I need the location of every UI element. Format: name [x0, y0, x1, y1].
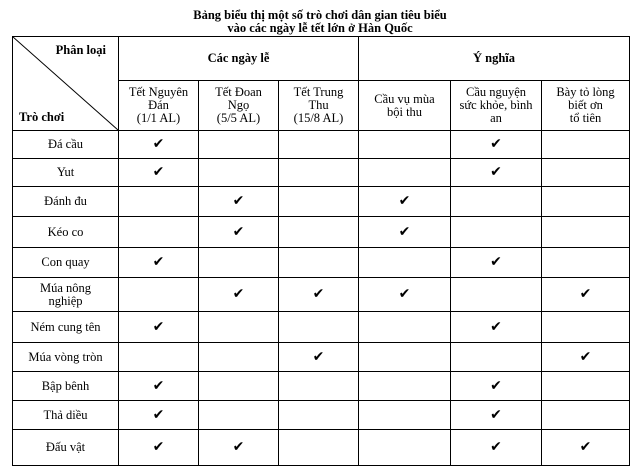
checkmark-icon: ✔	[490, 254, 502, 270]
empty-cell	[199, 159, 279, 187]
empty-cell	[359, 343, 451, 372]
column-header-line: Cầu vụ mùa	[374, 91, 435, 106]
checkmark-icon: ✔	[152, 318, 165, 335]
checked-cell	[451, 430, 542, 466]
empty-cell	[542, 187, 630, 217]
corner-label-category: Phân loại	[55, 43, 106, 57]
game-name-line: Kéo co	[47, 224, 84, 239]
empty-cell	[279, 430, 359, 466]
column-header-line: Bày tỏ lòng	[556, 85, 615, 99]
empty-cell	[451, 217, 542, 248]
checkmark-icon: ✔	[490, 377, 502, 394]
empty-cell	[542, 131, 630, 159]
game-name-cell	[13, 372, 119, 401]
column-header-line: Tết Trung	[293, 85, 344, 99]
checkmark-icon: ✔	[398, 223, 411, 240]
game-name-line: Đánh đu	[44, 194, 87, 208]
corner-header-cell	[13, 37, 119, 131]
empty-cell	[359, 401, 451, 430]
empty-cell	[279, 187, 359, 217]
column-header-line: Ngọ	[227, 98, 250, 112]
checked-cell	[359, 187, 451, 217]
checkmark-icon: ✔	[152, 439, 165, 455]
checked-cell	[451, 372, 542, 401]
empty-cell	[359, 312, 451, 343]
empty-cell	[199, 401, 279, 430]
empty-cell	[199, 372, 279, 401]
game-name-cell	[13, 187, 119, 217]
checked-cell	[451, 159, 542, 187]
table-row	[13, 187, 630, 217]
corner-label-game: Trò chơi	[19, 110, 65, 124]
table-title-line-2: vào các ngày lễ tết lớn ở Hàn Quốc	[227, 21, 413, 35]
checkmark-icon: ✔	[232, 286, 245, 302]
column-header-line: (15/8 AL)	[293, 111, 344, 125]
checkmark-icon: ✔	[579, 286, 592, 302]
checked-cell	[199, 187, 279, 217]
game-name-cell	[13, 159, 119, 187]
game-name-line: Con quay	[41, 255, 90, 269]
checkmark-icon: ✔	[490, 318, 502, 335]
checked-cell	[542, 343, 630, 372]
checked-cell	[279, 343, 359, 372]
group-header-meaning: Ý nghĩa	[359, 37, 630, 81]
empty-cell	[279, 372, 359, 401]
game-name-cell	[13, 401, 119, 430]
game-name-line: Múa nông	[39, 280, 92, 295]
checked-cell	[279, 278, 359, 312]
checkmark-icon: ✔	[490, 439, 502, 455]
checkmark-icon: ✔	[232, 223, 245, 240]
checkmark-icon: ✔	[152, 406, 165, 423]
empty-cell	[199, 343, 279, 372]
checked-cell	[119, 401, 199, 430]
column-header-line: (1/1 AL)	[136, 111, 181, 125]
game-name-cell	[13, 248, 119, 278]
table-row	[13, 343, 630, 372]
empty-cell	[359, 248, 451, 278]
empty-cell	[279, 217, 359, 248]
checked-cell	[119, 430, 199, 466]
checkmark-icon: ✔	[152, 254, 165, 270]
empty-cell	[279, 131, 359, 159]
column-header-line: biết ơn	[568, 98, 603, 112]
game-name-cell	[13, 217, 119, 248]
column-header-line: bội thu	[386, 104, 423, 119]
game-name-cell	[13, 312, 119, 343]
column-header-0	[119, 81, 199, 131]
empty-cell	[542, 312, 630, 343]
column-header-line: Đán	[148, 98, 169, 112]
checked-cell	[542, 430, 630, 466]
empty-cell	[451, 343, 542, 372]
empty-cell	[359, 430, 451, 466]
table-row	[13, 248, 630, 278]
empty-cell	[451, 187, 542, 217]
checked-cell	[119, 248, 199, 278]
checkmark-icon: ✔	[152, 136, 165, 152]
column-header-line: Tết Đoan	[215, 85, 262, 99]
checked-cell	[451, 312, 542, 343]
checked-cell	[119, 159, 199, 187]
checked-cell	[119, 312, 199, 343]
table-row	[13, 131, 630, 159]
table-row	[13, 401, 630, 430]
game-name-line: Đấu vật	[45, 440, 86, 454]
column-header-3	[359, 81, 451, 131]
table-row	[13, 278, 630, 312]
column-header-2	[279, 81, 359, 131]
column-header-line: tổ tiên	[569, 111, 602, 125]
checkmark-icon: ✔	[312, 348, 325, 365]
table-row	[13, 312, 630, 343]
empty-cell	[542, 401, 630, 430]
checked-cell	[119, 372, 199, 401]
game-name-line: nghiệp	[48, 293, 83, 308]
game-name-cell	[13, 430, 119, 466]
column-header-line: Thu	[308, 98, 329, 112]
checkmark-icon: ✔	[152, 377, 165, 394]
column-header-4	[451, 81, 542, 131]
game-name-cell	[13, 278, 119, 312]
checkmark-icon: ✔	[490, 164, 502, 180]
empty-cell	[542, 159, 630, 187]
checkmark-icon: ✔	[232, 193, 245, 209]
checked-cell	[199, 430, 279, 466]
group-header-holidays: Các ngày lễ	[119, 37, 359, 81]
game-name-line: Đá cầu	[47, 137, 84, 151]
table-title-line-1: Bảng biểu thị một số trò chơi dân gian tiêu biểu	[193, 8, 447, 22]
game-name-line: Múa vòng tròn	[28, 349, 103, 364]
game-name-cell	[13, 131, 119, 159]
column-header-line: (5/5 AL)	[216, 111, 261, 125]
checked-cell	[451, 401, 542, 430]
column-header-line: an	[490, 111, 502, 125]
column-header-line: sức khỏe, bình	[459, 98, 533, 112]
empty-cell	[279, 312, 359, 343]
checkmark-icon: ✔	[398, 193, 411, 209]
checkmark-icon: ✔	[232, 439, 245, 455]
empty-cell	[359, 159, 451, 187]
game-name-line: Ném cung tên	[30, 319, 101, 334]
column-header-line: Cầu nguyện	[465, 85, 527, 99]
checked-cell	[359, 217, 451, 248]
checked-cell	[542, 278, 630, 312]
checked-cell	[119, 131, 199, 159]
checkmark-icon: ✔	[579, 348, 592, 365]
game-name-line: Bập bênh	[41, 378, 90, 393]
game-name-line: Thả diều	[43, 407, 88, 422]
column-header-1	[199, 81, 279, 131]
checked-cell	[199, 278, 279, 312]
empty-cell	[199, 248, 279, 278]
empty-cell	[542, 217, 630, 248]
checkmark-icon: ✔	[490, 136, 502, 152]
empty-cell	[359, 131, 451, 159]
checkmark-icon: ✔	[490, 406, 502, 423]
empty-cell	[279, 248, 359, 278]
table-row	[13, 430, 630, 466]
empty-cell	[359, 372, 451, 401]
column-header-5	[542, 81, 630, 131]
table-row	[13, 372, 630, 401]
empty-cell	[542, 248, 630, 278]
empty-cell	[279, 401, 359, 430]
checkmark-icon: ✔	[579, 439, 592, 455]
column-header-line: Tết Nguyên	[128, 85, 189, 99]
empty-cell	[119, 343, 199, 372]
empty-cell	[119, 278, 199, 312]
empty-cell	[119, 187, 199, 217]
empty-cell	[542, 372, 630, 401]
checked-cell	[451, 131, 542, 159]
empty-cell	[279, 159, 359, 187]
empty-cell	[119, 217, 199, 248]
empty-cell	[451, 278, 542, 312]
empty-cell	[199, 131, 279, 159]
checked-cell	[359, 278, 451, 312]
checkmark-icon: ✔	[398, 286, 411, 302]
game-name-cell	[13, 343, 119, 372]
checked-cell	[451, 248, 542, 278]
games-table	[12, 36, 630, 466]
checked-cell	[199, 217, 279, 248]
table-row	[13, 159, 630, 187]
table-row	[13, 217, 630, 248]
game-name-line: Yut	[56, 165, 75, 179]
checkmark-icon: ✔	[312, 286, 325, 302]
checkmark-icon: ✔	[152, 164, 165, 180]
empty-cell	[199, 312, 279, 343]
